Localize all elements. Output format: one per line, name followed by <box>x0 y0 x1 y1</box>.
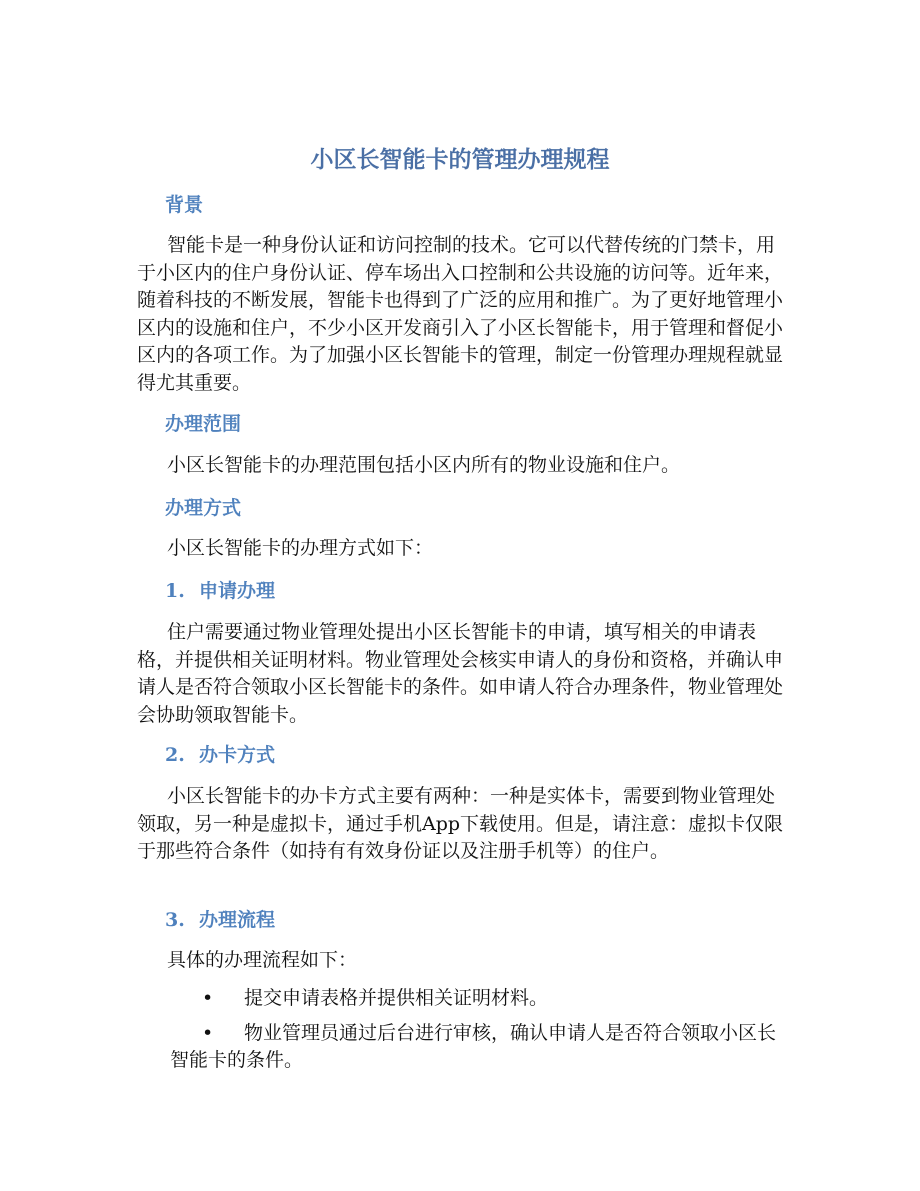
heading-text: 办卡方式 <box>199 744 276 766</box>
list-item <box>170 1020 790 1075</box>
bullet-icon: • <box>202 1021 214 1044</box>
paragraph-process: 具体的办理流程如下： <box>167 949 358 971</box>
paragraph-method: 小区长智能卡的办理方式如下： <box>167 537 434 559</box>
heading-number: 3. <box>165 909 185 931</box>
heading-text: 办理流程 <box>199 909 276 931</box>
process-steps-list <box>170 985 790 1082</box>
document-title: 小区长智能卡的管理办理规程 <box>310 146 610 173</box>
paragraph-apply: 住户需要通过物业管理处提出小区长智能卡的申请，填写相关的申请表格，并提供相关证明材料。物业管理处会核实申请人的身份和资格，并确认申请人是否符合领取小区长智能卡的条件。如申请人符合办理条件，物业管理处会协助领取智能卡。 <box>137 621 784 726</box>
heading-scope: 办理范围 <box>165 413 242 435</box>
heading-text: 申请办理 <box>199 580 276 602</box>
paragraph-background: 智能卡是一种身份认证和访问控制的技术。它可以代替传统的门禁卡，用于小区内的住户身份认证、停车场出入口控制和公共设施的访问等。近年来，随着科技的不断发展，智能卡也得到了广泛的应用和推广。为了更好地管理小区内的设施和住户，不少小区开发商引入了小区长智能卡，用于管理和督促小区内的各项工作。为了加强小区长智能卡的管理，制定一份管理办理规程就显得尤其重要。 <box>137 234 784 394</box>
heading-card-type <box>165 740 275 770</box>
paragraph-scope: 小区长智能卡的办理范围包括小区内所有的物业设施和住户。 <box>167 454 681 476</box>
paragraph-card-type: 小区长智能卡的办卡方式主要有两种：一种是实体卡，需要到物业管理处领取，另一种是虚拟卡，通过手机App下载使用。但是，请注意：虚拟卡仅限于那些符合条件（如持有有效身份证以及注册手机等）的住户。 <box>137 785 784 862</box>
heading-apply <box>165 576 275 606</box>
heading-background: 背景 <box>165 194 204 216</box>
heading-number: 1. <box>165 580 185 602</box>
list-item-text: 物业管理员通过后台进行审核，确认申请人是否符合领取小区长智能卡的条件。 <box>170 1021 777 1071</box>
heading-number: 2. <box>165 744 185 766</box>
bullet-icon: • <box>202 987 214 1009</box>
heading-method: 办理方式 <box>165 497 242 519</box>
list-item-text: 提交申请表格并提供相关证明材料。 <box>244 987 549 1009</box>
heading-process <box>165 905 275 935</box>
list-item <box>170 985 790 1013</box>
